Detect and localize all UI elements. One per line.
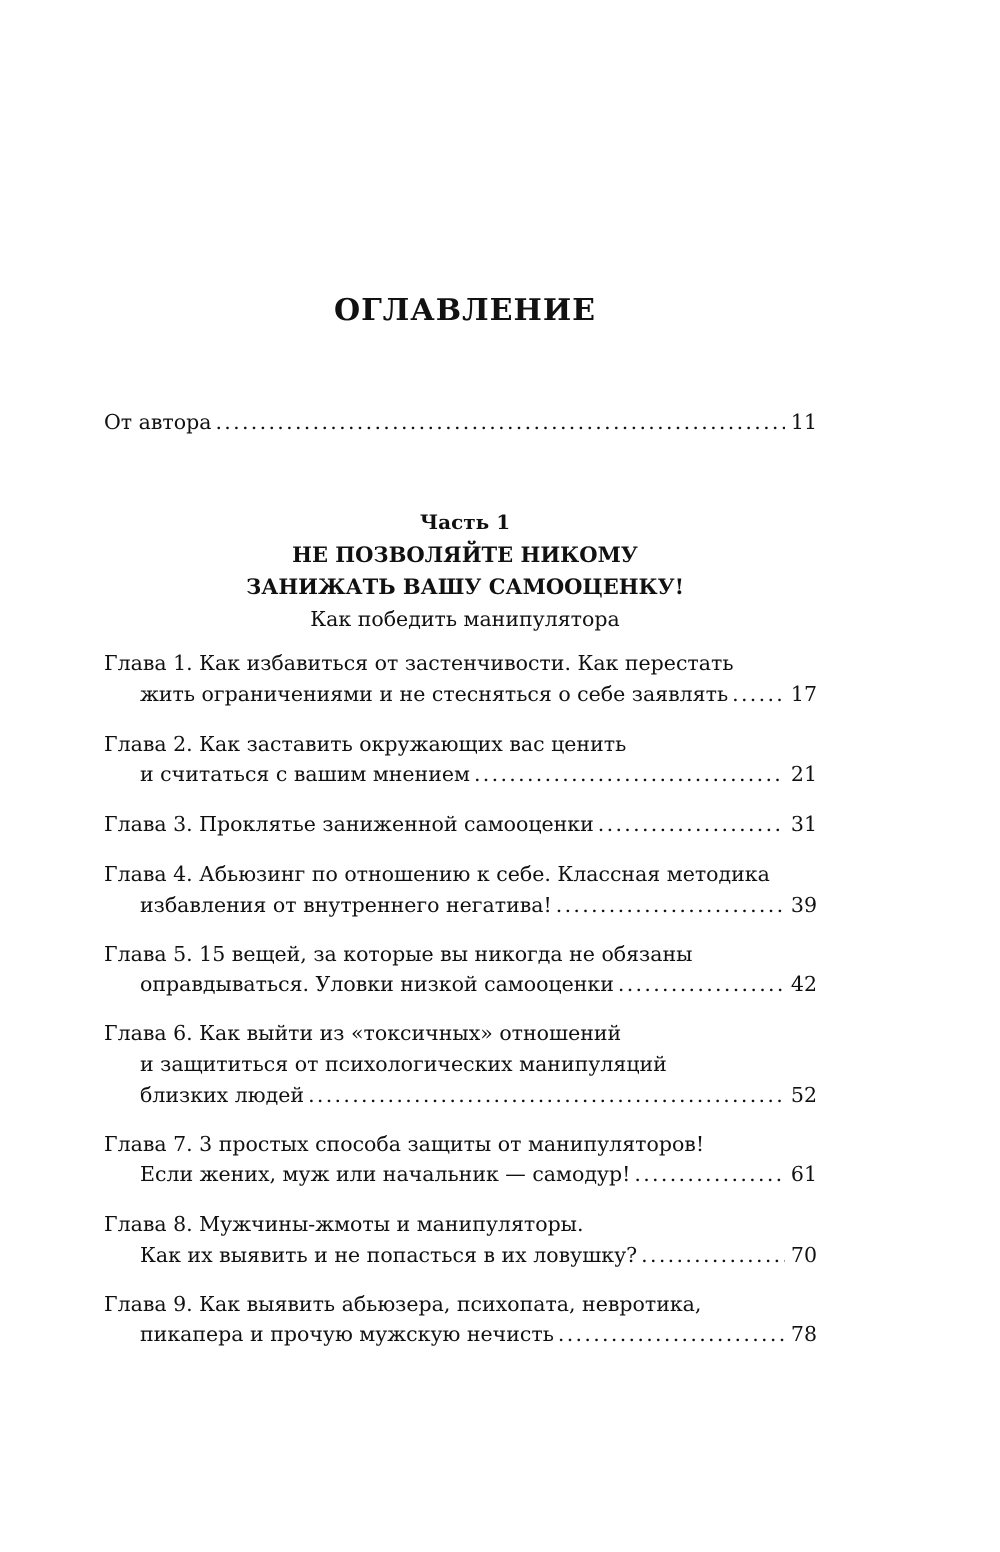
toc-page-number: 78	[790, 1322, 817, 1346]
toc-page-number: 52	[790, 1083, 817, 1107]
toc-entry-line: Глава 7. 3 простых способа защиты от манипуляторов!	[104, 1132, 705, 1156]
toc-entry-line: Глава 6. Как выйти из «токсичных» отношений	[104, 1021, 622, 1045]
toc-entry-label: От автора	[104, 410, 212, 434]
toc-entry-chapter-1-cont[interactable]	[140, 678, 817, 710]
toc-entry-line: Глава 4. Абьюзинг по отношению к себе. Классная методика	[104, 862, 770, 886]
toc-entry-line: жить ограничениями и не стесняться о себе заявлять	[140, 682, 729, 706]
dot-leader	[556, 889, 785, 921]
dot-leader	[474, 758, 785, 790]
part-title-line-2: ЗАНИЖАТЬ ВАШУ САМООЦЕНКУ!	[246, 574, 684, 599]
toc-page-number: 31	[790, 812, 817, 836]
dot-leader	[598, 808, 785, 840]
dot-leader	[634, 1158, 785, 1190]
toc-entry-line: Глава 2. Как заставить окружающих вас ценить	[104, 732, 627, 756]
toc-entry-chapter-6-cont-2[interactable]	[140, 1079, 817, 1111]
toc-entry-line: избавления от внутреннего негатива!	[140, 893, 552, 917]
toc-entry-chapter-3[interactable]	[104, 808, 817, 840]
toc-entry-chapter-5-cont[interactable]	[140, 968, 817, 1000]
toc-entry-chapter-5[interactable]	[104, 938, 817, 970]
toc-entry-chapter-6[interactable]	[104, 1017, 817, 1049]
part-number: Часть 1	[419, 510, 511, 534]
dot-leader	[215, 406, 784, 438]
toc-entry-chapter-1[interactable]	[104, 647, 817, 679]
toc-entry-intro[interactable]	[104, 406, 817, 438]
toc-entry-chapter-9[interactable]	[104, 1288, 817, 1320]
dot-leader	[641, 1239, 785, 1271]
toc-entry-line: близких людей	[140, 1083, 305, 1107]
toc-entry-line: оправдываться. Уловки низкой самооценки	[140, 972, 614, 996]
toc-page-number: 21	[790, 762, 817, 786]
toc-page-number: 11	[790, 410, 817, 434]
toc-entry-chapter-4-cont[interactable]	[140, 889, 817, 921]
toc-entry-chapter-7-cont[interactable]	[140, 1158, 817, 1190]
toc-entry-line: и считаться с вашим мнением	[140, 762, 470, 786]
toc-entry-line: Если жених, муж или начальник — самодур!	[140, 1162, 631, 1186]
toc-entry-chapter-9-cont[interactable]	[140, 1318, 817, 1350]
toc-entry-line: Глава 1. Как избавиться от застенчивости. Как перестать	[104, 651, 734, 675]
dot-leader	[618, 968, 785, 1000]
toc-page-number: 70	[790, 1243, 817, 1267]
toc-entry-line: Глава 3. Проклятье заниженной самооценки	[104, 812, 594, 836]
part-title-line-1: НЕ ПОЗВОЛЯЙТЕ НИКОМУ	[292, 542, 638, 567]
dot-leader	[308, 1079, 785, 1111]
toc-entry-chapter-8-cont[interactable]	[140, 1239, 817, 1271]
toc-entry-chapter-2-cont[interactable]	[140, 758, 817, 790]
toc-entry-chapter-2[interactable]	[104, 728, 817, 760]
toc-page-number: 61	[790, 1162, 817, 1186]
toc-entry-line: Глава 9. Как выявить абьюзера, психопата, невротика,	[104, 1292, 702, 1316]
toc-entry-line: Глава 8. Мужчины-жмоты и манипуляторы.	[104, 1212, 584, 1236]
toc-page-number: 42	[790, 972, 817, 996]
toc-entry-line: пикапера и прочую мужскую нечисть	[140, 1322, 554, 1346]
toc-page-number: 39	[790, 893, 817, 917]
toc-entry-chapter-4[interactable]	[104, 858, 817, 890]
page-title: ОГЛАВЛЕНИЕ	[333, 293, 597, 328]
toc-page-number: 17	[790, 682, 817, 706]
toc-entry-chapter-8[interactable]	[104, 1208, 817, 1240]
toc-entry-line: Как их выявить и не попасться в их ловушку?	[140, 1243, 638, 1267]
dot-leader	[558, 1318, 785, 1350]
toc-entry-chapter-7[interactable]	[104, 1128, 817, 1160]
part-subtitle: Как победить манипулятора	[310, 607, 620, 631]
toc-entry-line: Глава 5. 15 вещей, за которые вы никогда не обязаны	[104, 942, 693, 966]
toc-entry-chapter-6-cont[interactable]	[140, 1048, 817, 1080]
toc-entry-line: и защититься от психологических манипуляций	[140, 1052, 667, 1076]
dot-leader	[732, 678, 785, 710]
